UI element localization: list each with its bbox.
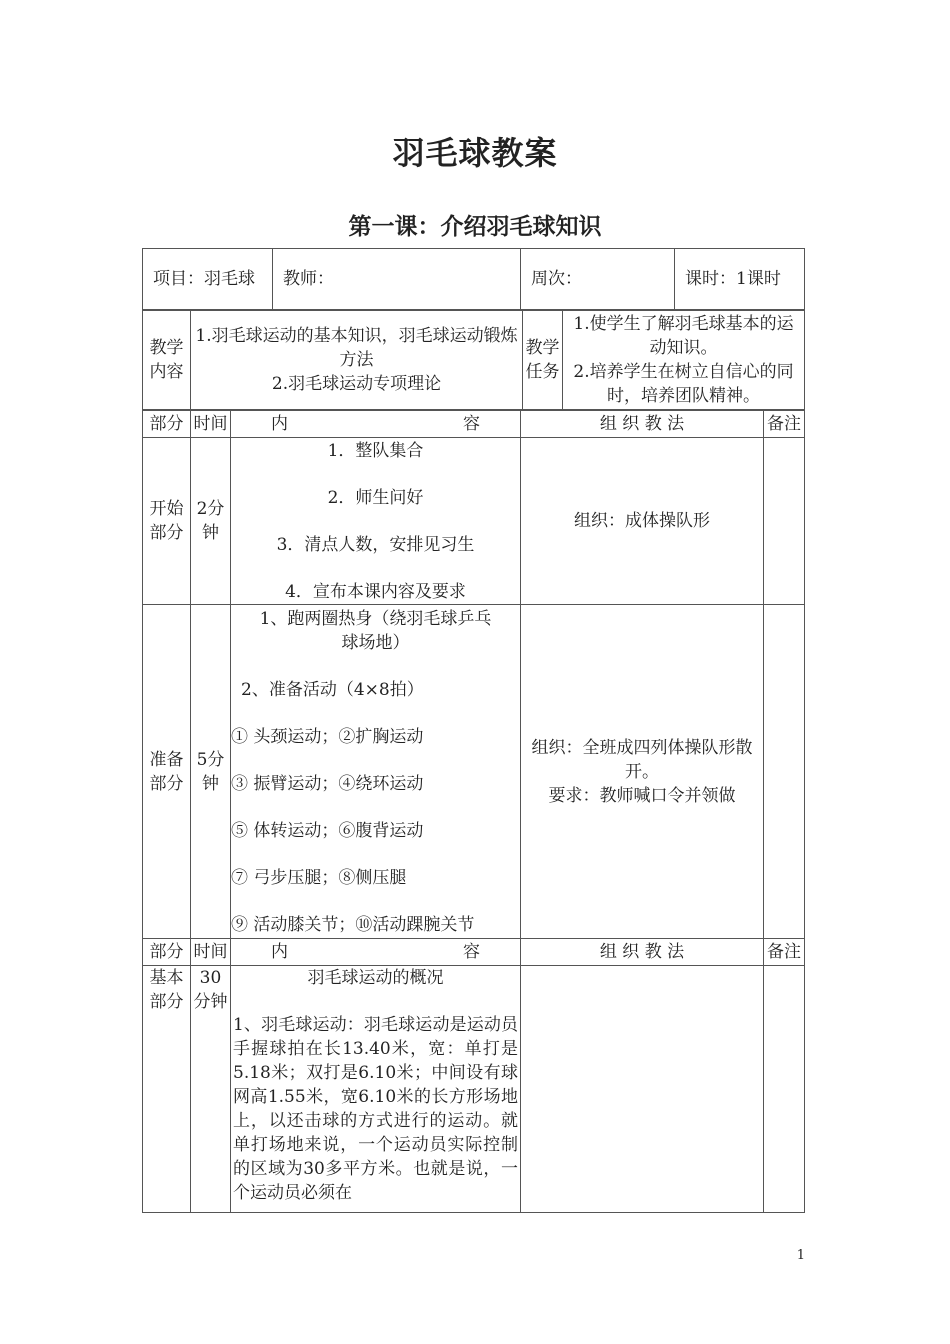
basic-content (231, 966, 521, 1213)
header-method: 组 织 教 法 (521, 411, 764, 438)
header-content: 内 容 (231, 939, 521, 966)
prep-time: 5分钟 (191, 605, 231, 939)
header-part: 部分 (143, 411, 191, 438)
basic-method (521, 966, 764, 1213)
method-line: 要求：教师喊口令并领做 (548, 785, 736, 806)
lesson-table (142, 410, 805, 1213)
task-line: 2.培养学生在树立自信心的同时，培养团队精神。 (573, 362, 794, 406)
header-time: 时间 (191, 939, 231, 966)
list-item: 2、准备活动（4×8拍） (241, 679, 424, 700)
list-item: ⑨ 活动膝关节；⑩活动踝腕关节 (231, 914, 475, 935)
teacher-cell: 教师： (273, 249, 521, 310)
start-section-row (143, 438, 805, 605)
hours-cell: 课时：1课时 (675, 249, 805, 310)
list-item: ⑦ 弓步压腿；⑧侧压腿 (231, 867, 407, 888)
project-cell: 项目：羽毛球 (143, 249, 273, 310)
start-content (231, 438, 521, 605)
prep-section-row (143, 605, 805, 939)
header-note: 备注 (764, 411, 805, 438)
content-line: 1.羽毛球运动的基本知识，羽毛球运动锻炼方法 (195, 326, 518, 370)
list-item: 1．整队集合 (327, 440, 424, 461)
start-note (764, 438, 805, 605)
page-number: 1 (796, 1248, 805, 1263)
list-item: 4．宣布本课内容及要求 (285, 581, 466, 602)
method-line: 组织：全班成四列体操队形散开。 (531, 737, 753, 782)
task-label: 教学任务 (523, 311, 563, 410)
list-item: ③ 振臂运动；④绕环运动 (231, 773, 424, 794)
task-line: 1.使学生了解羽毛球基本的运动知识。 (573, 314, 794, 358)
info-table (142, 248, 805, 310)
list-item: 3．清点人数，安排见习生 (276, 534, 475, 555)
basic-paragraph: 1、羽毛球运动：羽毛球运动是运动员手握球拍在长13.40米，宽：单打是5.18米；双打是6.10米；中间设有球网高1.55米，宽6.10米的长方形场地上，以还击球的方式进行的运动。就单打场地来说，一个运动员实际控制的区域为30多平方米。也就是说，一个运动员必须在 (233, 1015, 518, 1203)
prep-content (231, 605, 521, 939)
week-cell: 周次： (521, 249, 675, 310)
start-time: 2分钟 (191, 438, 231, 605)
header-time: 时间 (191, 411, 231, 438)
basic-time: 30分钟 (191, 966, 231, 1213)
prep-part: 准备部分 (143, 605, 191, 939)
page-title: 羽毛球教案 (392, 134, 558, 172)
basic-note (764, 966, 805, 1213)
prep-note (764, 605, 805, 939)
content-text (191, 311, 523, 410)
start-part: 开始部分 (143, 438, 191, 605)
content-line: 2.羽毛球运动专项理论 (271, 374, 442, 394)
header-note: 备注 (764, 939, 805, 966)
header-part: 部分 (143, 939, 191, 966)
header-method: 组 织 教 法 (521, 939, 764, 966)
basic-part: 基本部分 (143, 966, 191, 1213)
task-text (563, 311, 805, 410)
basic-section-row (143, 966, 805, 1213)
start-method: 组织：成体操队形 (521, 438, 764, 605)
list-item: ① 头颈运动；②扩胸运动 (231, 726, 424, 747)
table-header-row (143, 939, 805, 966)
content-label: 教学内容 (143, 311, 191, 410)
table-header-row (143, 411, 805, 438)
lesson-subtitle: 第一课：介绍羽毛球知识 (348, 214, 602, 240)
teaching-table (142, 310, 805, 410)
prep-method (521, 605, 764, 939)
list-item: 2．师生问好 (327, 487, 424, 508)
list-item: 1、跑两圈热身（绕羽毛球乒乓球场地） (259, 608, 492, 653)
basic-heading: 羽毛球运动的概况 (307, 968, 444, 988)
list-item: ⑤ 体转运动；⑥腹背运动 (231, 820, 424, 841)
header-content: 内 容 (231, 411, 521, 438)
